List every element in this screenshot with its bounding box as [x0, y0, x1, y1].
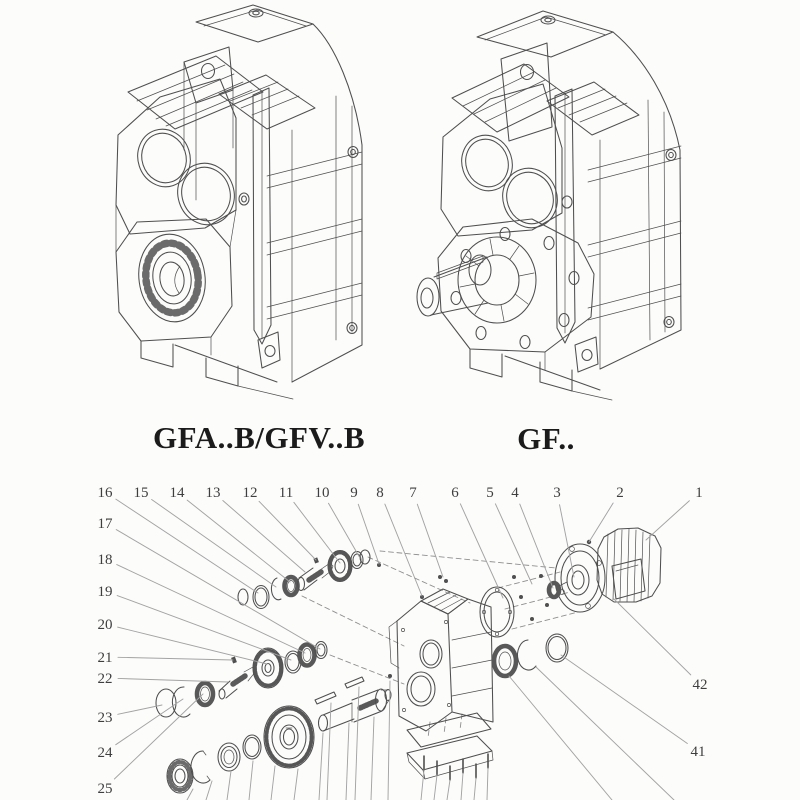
- part-number-label: 3: [553, 485, 561, 501]
- part-number-label: 4: [511, 485, 519, 501]
- part-callout-11: [279, 485, 340, 563]
- callout-leader-line: [116, 699, 183, 745]
- key-parts: [315, 677, 364, 704]
- oil-pan-part: [407, 713, 493, 780]
- callout-leader-line: [118, 678, 228, 682]
- second-stage-gear-assembly: [219, 642, 327, 700]
- callout-leader-line: [385, 504, 422, 596]
- callout-leader-line: [328, 503, 360, 558]
- callout-leader-line: [646, 501, 689, 540]
- part-number-label: 10: [314, 485, 330, 501]
- callout-leader-line: [560, 505, 574, 577]
- part-number-label: 11: [278, 485, 294, 501]
- exploded-parts-diagram: [98, 485, 708, 800]
- callout-leader-line: [589, 503, 613, 542]
- part-number-label: 21: [97, 650, 113, 666]
- gearbox-drawing-right: [417, 11, 681, 400]
- part-number-label: 13: [205, 485, 221, 501]
- part-callout-4: [511, 485, 553, 588]
- callout-leader-line: [520, 504, 553, 588]
- callout-layer: [98, 485, 708, 797]
- output-bearing-parts: [156, 683, 261, 793]
- callout-leader-line: [495, 504, 532, 584]
- part-callout-21: [98, 650, 234, 666]
- callout-leader-line: [116, 499, 258, 593]
- part-callout-1: [646, 485, 703, 540]
- part-callout-41: [561, 655, 706, 760]
- part-number-label: 23: [97, 710, 113, 726]
- housing-part: [388, 589, 493, 731]
- part-number-label: 18: [97, 552, 113, 568]
- part-number-label: 12: [242, 485, 258, 501]
- part-number-label: 14: [169, 485, 185, 501]
- part-callout-16: [98, 485, 259, 593]
- part-callout-5: [486, 485, 532, 584]
- part-callout-23: [98, 705, 163, 726]
- part-callout-7: [409, 485, 443, 577]
- callout-leader-line: [259, 501, 316, 560]
- part-number-label: 24: [97, 745, 113, 761]
- part-number-label: 8: [376, 485, 384, 501]
- output-shaft-part: [319, 689, 392, 731]
- output-gear-part: [264, 706, 314, 768]
- part-callout-2: [589, 485, 624, 542]
- part-number-label: 9: [350, 485, 358, 501]
- part-number-label: 25: [97, 781, 113, 797]
- callout-leader-line: [118, 627, 267, 664]
- part-number-label: 15: [133, 485, 149, 501]
- part-callout-14: [169, 485, 294, 582]
- part-number-label: 1: [695, 485, 703, 501]
- motor-flange-parts: [480, 587, 568, 676]
- part-number-label: 6: [451, 485, 459, 501]
- callout-leader-line: [614, 599, 691, 675]
- part-callout-6: [451, 485, 503, 598]
- model-label-right: GF..: [517, 421, 575, 456]
- part-callout-19: [98, 584, 292, 660]
- gearbox-drawing-left: [116, 5, 362, 399]
- part-number-label: 2: [616, 485, 624, 501]
- callout-leader-line: [187, 500, 290, 582]
- part-callout-18: [98, 552, 306, 653]
- callout-leader-line: [561, 655, 687, 744]
- callout-leader-line: [460, 504, 503, 598]
- model-label-left: GFA..B/GFV..B: [152, 420, 366, 455]
- callout-leader-line: [118, 705, 162, 714]
- part-number-label: 17: [97, 516, 113, 532]
- part-number-label: 19: [97, 584, 113, 600]
- part-number-label: 5: [486, 485, 494, 501]
- part-callout-8: [376, 485, 422, 596]
- part-number-label: 41: [690, 744, 706, 760]
- part-number-label: 7: [409, 485, 417, 501]
- callout-leader-line: [152, 499, 276, 587]
- callout-leader-line: [116, 530, 320, 649]
- part-number-label: 20: [97, 617, 113, 633]
- part-number-label: 22: [97, 671, 113, 687]
- callout-leader-line: [417, 504, 443, 577]
- part-callout-24: [98, 699, 184, 761]
- callout-leader-line: [118, 657, 233, 660]
- part-number-label: 16: [97, 485, 113, 501]
- part-callout-42: [614, 599, 708, 693]
- part-number-label: 42: [692, 677, 708, 693]
